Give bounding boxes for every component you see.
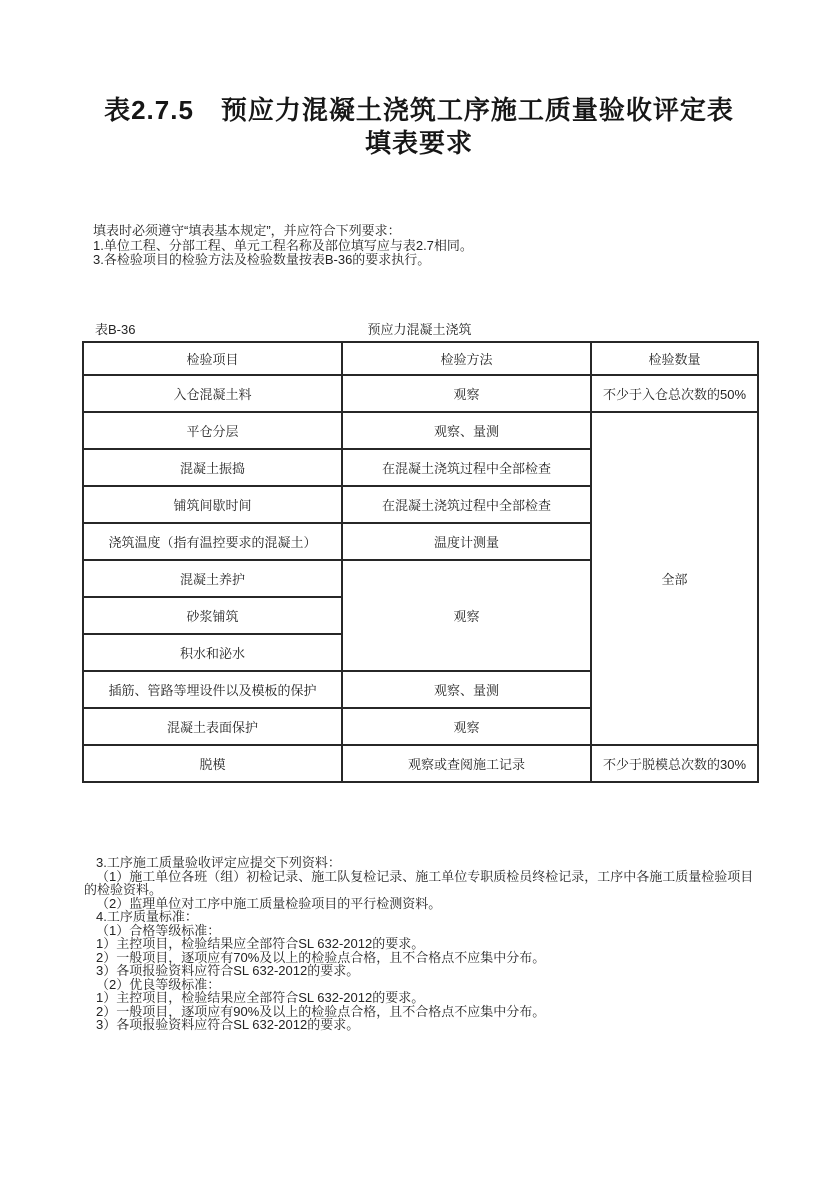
note-line: （1）合格等级标准： <box>96 922 221 938</box>
page-title-line2: 填表要求 <box>364 128 473 158</box>
cell-item: 混凝土振捣 <box>83 449 342 486</box>
note-line: 1）主控项目，检验结果应全部符合SL 632-2012的要求。 <box>96 936 425 951</box>
table-header-row <box>83 342 758 375</box>
table-row <box>83 745 758 782</box>
cell-method: 观察、量测 <box>342 412 591 449</box>
cell-item: 插筋、管路等埋设件以及模板的保护 <box>83 671 342 708</box>
col-header-quantity: 检验数量 <box>591 342 758 375</box>
cell-quantity-merged: 全部 <box>591 412 758 745</box>
cell-method: 观察 <box>342 375 591 412</box>
cell-item: 浇筑温度（指有温控要求的混凝土） <box>83 523 342 560</box>
note-line: 2）一般项目，逐项应有90%及以上的检验点合格，且不合格点不应集中分布。 <box>96 1003 546 1019</box>
table-caption: 预应力混凝土浇筑 <box>367 322 472 337</box>
cell-item: 混凝土养护 <box>83 560 342 597</box>
table-number-label: 表B-36 <box>95 322 136 337</box>
cell-quantity: 不少于脱模总次数的30% <box>591 745 758 782</box>
page-title <box>0 94 838 160</box>
cell-item: 入仓混凝土料 <box>83 375 342 412</box>
cell-item: 混凝土表面保护 <box>83 708 342 745</box>
cell-item: 砂浆铺筑 <box>83 597 342 634</box>
cell-item: 平仓分层 <box>83 412 342 449</box>
inspection-table <box>82 341 759 783</box>
col-header-item: 检验项目 <box>83 342 342 375</box>
page-title-line1: 表2.7.5 预应力混凝土浇筑工序施工质量验收评定表 <box>104 95 734 125</box>
cell-method: 在混凝土浇筑过程中全部检查 <box>342 486 591 523</box>
note-line: （2）监理单位对工序中施工质量检验项目的平行检测资料。 <box>96 895 442 911</box>
cell-method: 温度计测量 <box>342 523 591 560</box>
cell-method-merged: 观察 <box>342 560 591 671</box>
note-line: 4.工序质量标准： <box>96 909 198 924</box>
intro-line: 填表时必须遵守“填表基本规定”，并应符合下列要求： <box>93 223 401 238</box>
cell-item: 铺筑间歇时间 <box>83 486 342 523</box>
note-line: 2）一般项目，逐项应有70%及以上的检验点合格，且不合格点不应集中分布。 <box>96 949 546 965</box>
cell-method: 观察或查阅施工记录 <box>342 745 591 782</box>
intro-line: 1.单位工程、分部工程、单元工程名称及部位填写应与表2.7相同。 <box>93 237 473 253</box>
cell-method: 观察 <box>342 708 591 745</box>
note-line: （1）施工单位各班（组）初检记录、施工队复检记录、施工单位专职质检员终检记录，工序中各施工质量检验项目的检验资料。 <box>84 868 754 897</box>
note-line: （2）优良等级标准： <box>96 976 221 992</box>
note-line: 1）主控项目，检验结果应全部符合SL 632-2012的要求。 <box>96 990 425 1005</box>
cell-item: 积水和泌水 <box>83 634 342 671</box>
table-row <box>83 412 758 449</box>
table-row <box>83 375 758 412</box>
cell-method: 观察、量测 <box>342 671 591 708</box>
note-line: 3）各项报验资料应符合SL 632-2012的要求。 <box>96 1017 360 1032</box>
cell-quantity: 不少于入仓总次数的50% <box>591 375 758 412</box>
intro-line: 3.各检验项目的检验方法及检验数量按表B-36的要求执行。 <box>93 252 431 267</box>
notes-section <box>84 856 760 1032</box>
cell-item: 脱模 <box>83 745 342 782</box>
note-line: 3.工序施工质量验收评定应提交下列资料： <box>96 855 341 870</box>
col-header-method: 检验方法 <box>342 342 591 375</box>
note-line: 3）各项报验资料应符合SL 632-2012的要求。 <box>96 963 360 978</box>
table-caption-row <box>82 319 757 337</box>
cell-method: 在混凝土浇筑过程中全部检查 <box>342 449 591 486</box>
intro-requirements <box>93 224 773 268</box>
